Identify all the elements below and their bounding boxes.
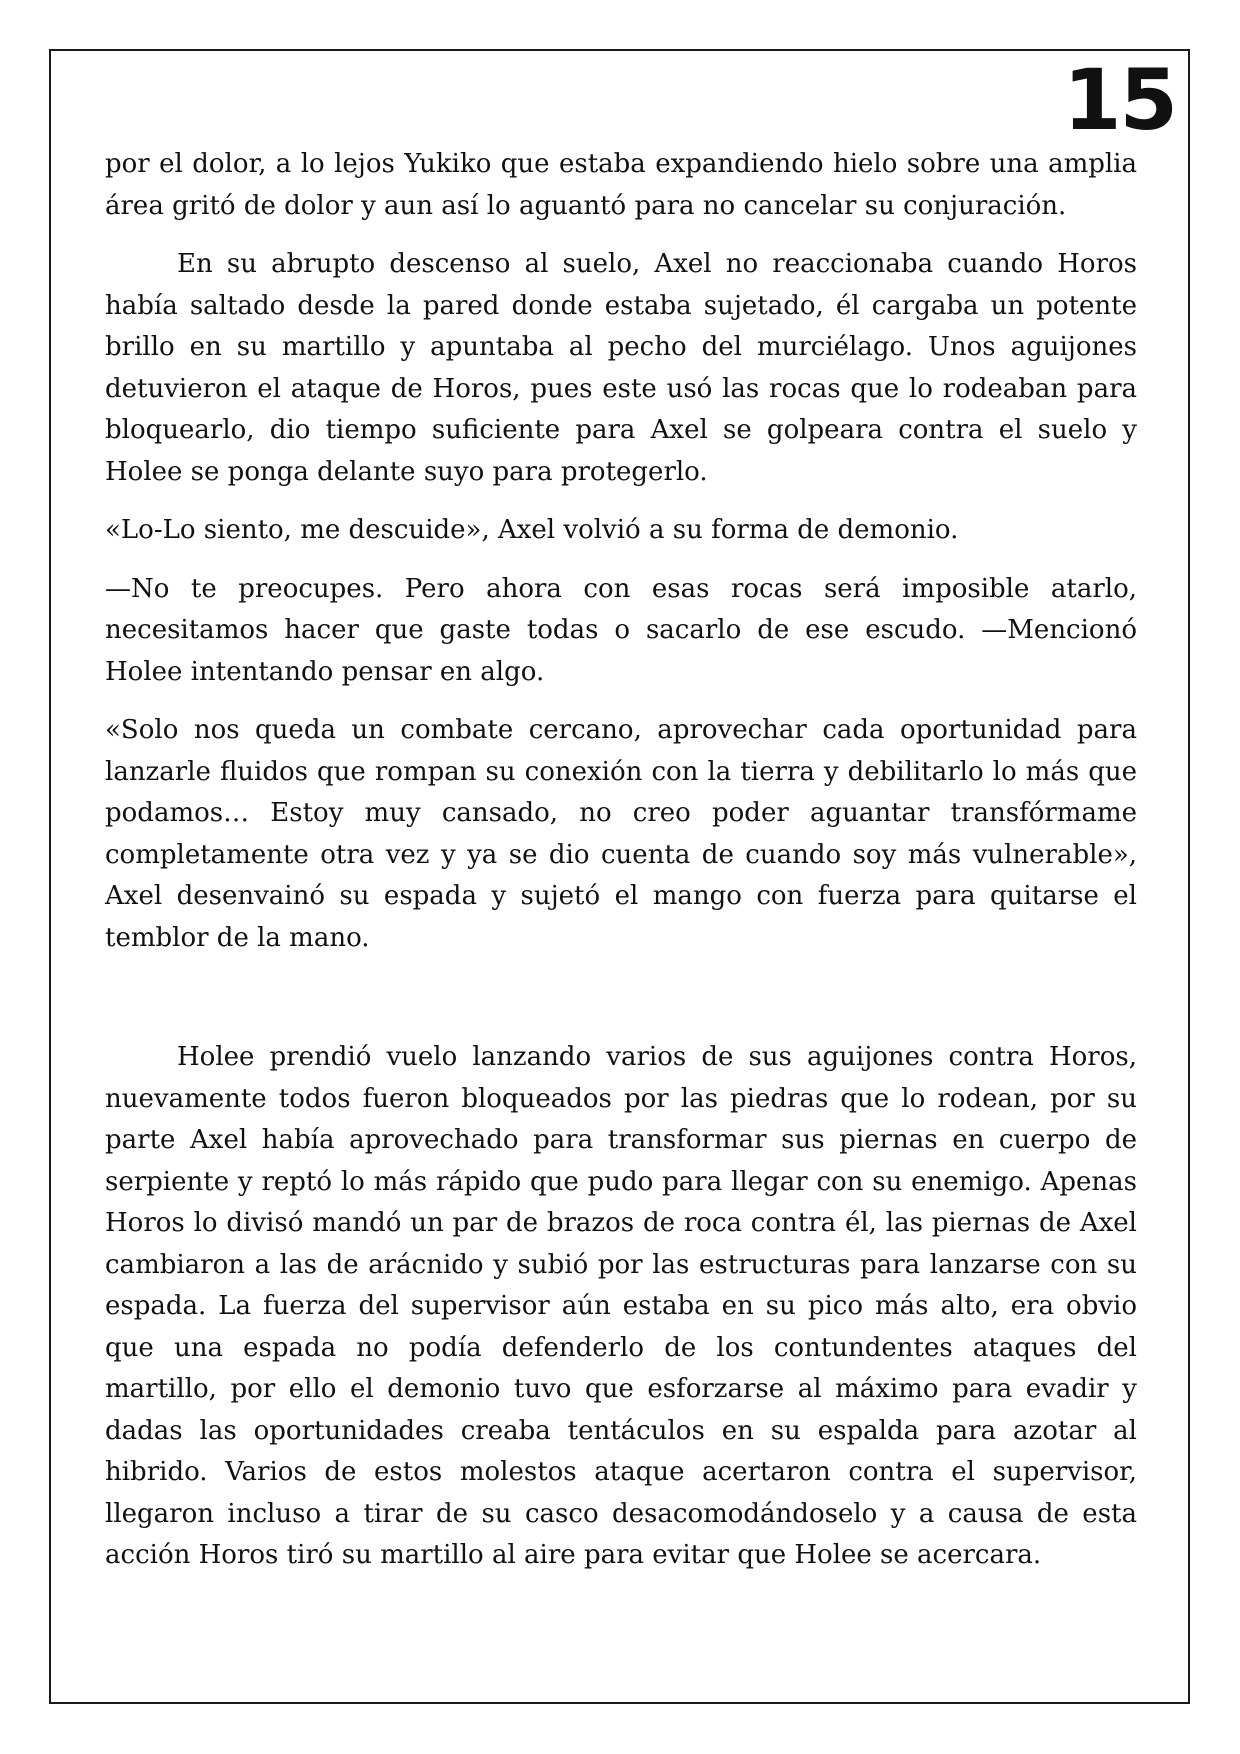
paragraph-continuation: por el dolor, a lo lejos Yukiko que estaba expandiendo hielo sobre una amplia área gritó de dolor y aun así lo aguantó para no cancelar su conjuración.: [105, 149, 1137, 221]
paragraph-battle: Holee prendió vuelo lanzando varios de sus aguijones contra Horos, nuevamente todos fueron bloqueados por las piedras que lo rodean, por su parte Axel había aprovechado para transformar sus piernas en cuerpo de serpiente y reptó lo más rápido que pudo para llegar con su enemigo. Apenas Horos lo divisó mandó un par de brazos de roca contra él, las piernas de Axel cambiaron a las de arácnido y subió por las estructuras para lanzarse con su espada. La fuerza del supervisor aún estaba en su pico más alto, era obvio que una espada no podía defenderlo de los contundentes ataques del martillo, por ello el demonio tuvo que esforzarse al máximo para evadir y dadas las oportunidades creaba tentáculos en su espalda para azotar al hibrido. Varios de estos molestos ataque acertaron contra el supervisor, llegaron incluso a tirar de su casco desacomodándoselo y a causa de esta acción Horos tiró su martillo al aire para evitar que Holee se acercara.: [105, 1042, 1137, 1570]
paragraph-descent: En su abrupto descenso al suelo, Axel no reaccionaba cuando Horos había saltado desde la pared donde estaba sujetado, él cargaba un potente brillo en su martillo y apuntaba al pecho del murciélago. Unos aguijones detuvieron el ataque de Horos, pues este usó las rocas que lo rodeaban para bloquearlo, dio tiempo suficiente para Axel se golpeara contra el suelo y Holee se ponga delante suyo para protegerlo.: [105, 249, 1137, 487]
paragraph-thought-plan: «Solo nos queda un combate cercano, aprovechar cada oportunidad para lanzarle fluidos que rompan su conexión con la tierra y debilitarlo lo más que podamos… Estoy muy cansado, no creo poder aguantar transfórmame completamente otra vez y ya se dio cuenta de cuando soy más vulnerable», Axel desenvainó su espada y sujetó el mango con fuerza para quitarse el temblor de la mano.: [105, 715, 1137, 953]
page-number: 15: [1063, 51, 1176, 149]
body-text: [105, 144, 1137, 1594]
paragraph-thought-apology: «Lo-Lo siento, me descuide», Axel volvió a su forma de demonio.: [105, 515, 959, 545]
paragraph-dialogue-holee: —No te preocupes. Pero ahora con esas rocas será imposible atarlo, necesitamos hacer que gaste todas o sacarlo de ese escudo. —Mencionó Holee intentando pensar en algo.: [105, 573, 1137, 687]
